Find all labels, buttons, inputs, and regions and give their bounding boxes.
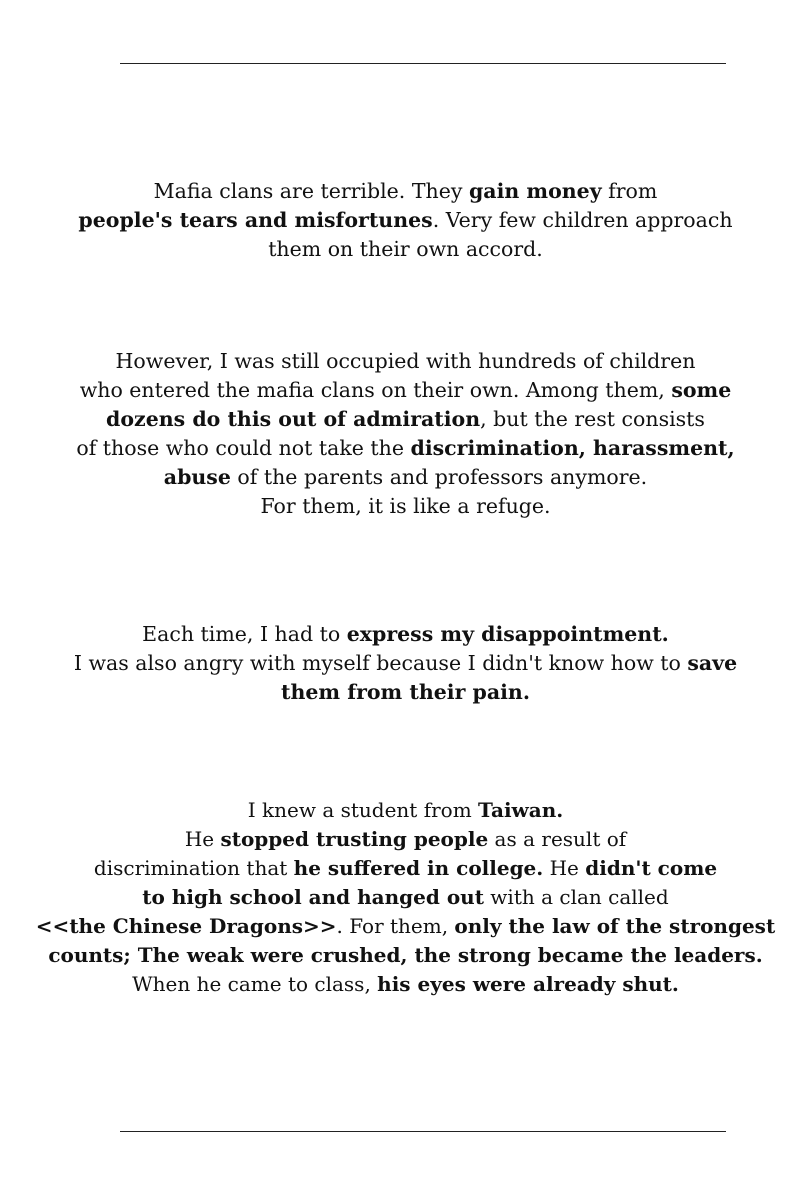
paragraph-taiwan-student — [0, 796, 811, 999]
text-line — [0, 912, 811, 941]
text-span: them on their own accord. — [268, 237, 543, 261]
bold-text: to high school and hanged out — [142, 885, 484, 909]
bold-text: save — [687, 651, 738, 675]
text-span: For them, it is like a refuge. — [260, 494, 551, 518]
text-line — [0, 883, 811, 912]
text-span: I was also angry with myself because I didn't know how to — [73, 651, 688, 675]
text-span: He — [184, 827, 221, 851]
bold-text: some — [671, 378, 732, 402]
bold-text: abuse — [163, 465, 231, 489]
bold-text: discrimination, harassment, — [410, 436, 735, 460]
bold-text: only the law of the strongest — [454, 914, 776, 938]
bold-text: them from their pain. — [281, 680, 530, 704]
bold-text: he suffered in college. — [293, 856, 544, 880]
text-line — [0, 347, 811, 376]
text-line — [0, 434, 811, 463]
text-line — [0, 463, 811, 492]
text-span: who entered the mafia clans on their own. Among them, — [79, 378, 672, 402]
text-line — [0, 649, 811, 678]
text-span: discrimination that — [93, 856, 294, 880]
text-line — [0, 970, 811, 999]
text-line — [0, 206, 811, 235]
text-line — [0, 854, 811, 883]
bottom-divider — [120, 1131, 726, 1132]
bold-text: express my disappointment. — [346, 622, 669, 646]
text-line — [0, 620, 811, 649]
text-line — [0, 825, 811, 854]
text-line — [0, 177, 811, 206]
text-line — [0, 235, 811, 264]
text-line — [0, 405, 811, 434]
paragraph-mafia-clans — [0, 177, 811, 264]
text-line — [0, 376, 811, 405]
text-line — [0, 678, 811, 707]
bold-text: didn't come — [585, 856, 718, 880]
text-span: He — [543, 856, 586, 880]
bold-text: stopped trusting people — [220, 827, 489, 851]
text-span: . For them, — [336, 914, 455, 938]
text-span: . Very few children approach — [432, 208, 733, 232]
bold-text: his eyes were already shut. — [377, 972, 679, 996]
text-line — [0, 796, 811, 825]
bold-text: Taiwan. — [478, 798, 564, 822]
text-span: , but the rest consists — [480, 407, 705, 431]
text-span: with a clan called — [483, 885, 669, 909]
text-span: of the parents and professors anymore. — [230, 465, 648, 489]
text-span: of those who could not take the — [76, 436, 411, 460]
bold-text: gain money — [468, 179, 602, 203]
text-span: I knew a student from — [247, 798, 479, 822]
text-span: from — [601, 179, 658, 203]
paragraph-children — [0, 347, 811, 521]
bold-text: <<the Chinese Dragons>> — [35, 914, 337, 938]
text-span: as a result of — [488, 827, 627, 851]
bold-text: counts; The weak were crushed, the strong became the leaders. — [48, 943, 763, 967]
bold-text: dozens do this out of admiration — [106, 407, 481, 431]
text-span: Mafia clans are terrible. They — [153, 179, 469, 203]
text-span: However, I was still occupied with hundreds of children — [115, 349, 696, 373]
paragraph-disappointment — [0, 620, 811, 707]
text-span: Each time, I had to — [142, 622, 347, 646]
text-line — [0, 941, 811, 970]
text-line — [0, 492, 811, 521]
top-divider — [120, 63, 726, 64]
text-span: When he came to class, — [132, 972, 378, 996]
bold-text: people's tears and misfortunes — [78, 208, 433, 232]
